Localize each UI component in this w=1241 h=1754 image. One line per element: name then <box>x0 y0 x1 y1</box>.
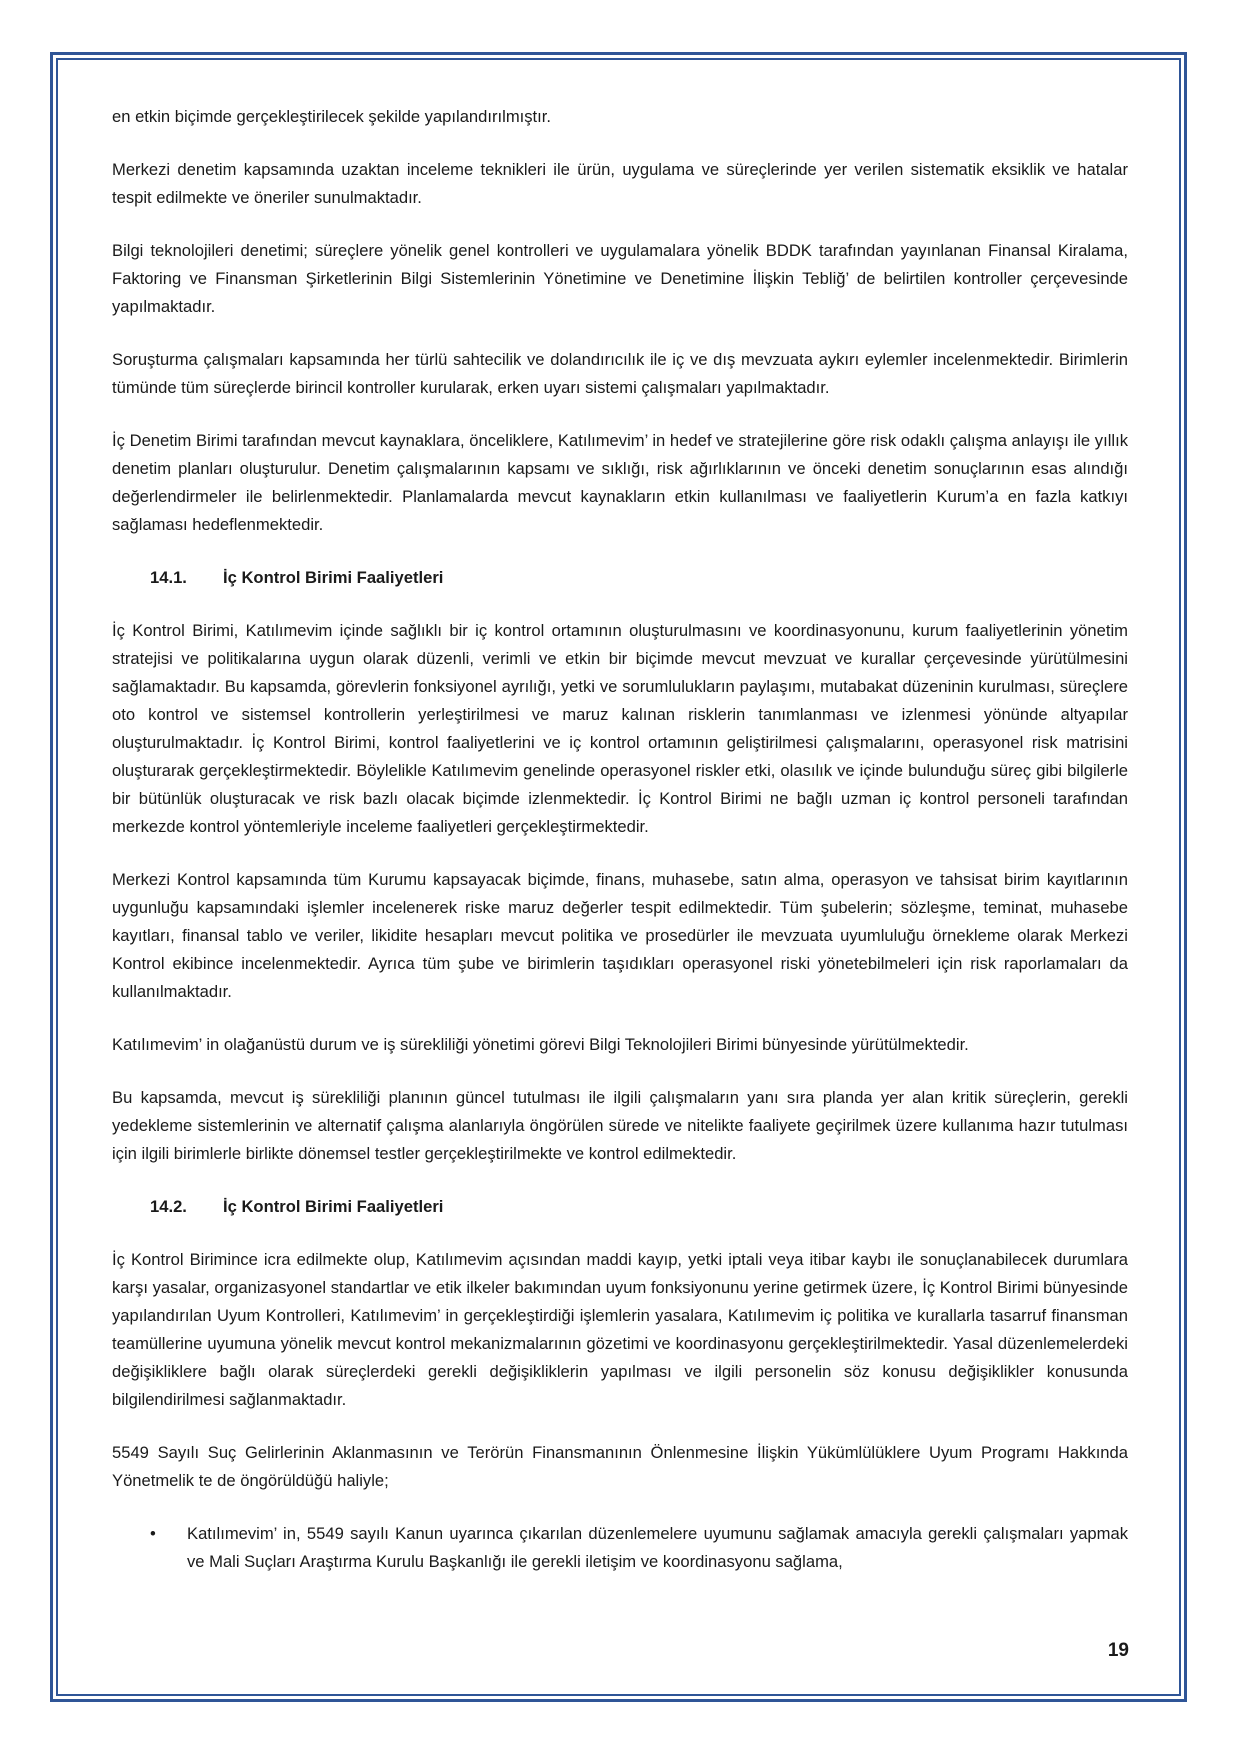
section-heading-14-1 <box>112 564 1128 592</box>
list-item-text: Katılımevim’ in, 5549 sayılı Kanun uyarınca çıkarılan düzenlemelere uyumunu sağlamak amacıyla gerekli çalışmaları yapmak ve Mali Suçları Araştırma Kurulu Başkanlığı ile gerekli iletişim ve koordinasyonu sağlama, <box>187 1524 1128 1571</box>
paragraph: Merkezi Kontrol kapsamında tüm Kurumu kapsayacak biçimde, finans, muhasebe, satın alma, operasyon ve tahsisat birim kayıtlarının uygunluğu kapsamındaki işlemler incelenerek riske maruz değerler tespit edilmektedir. Tüm şubelerin; sözleşme, teminat, muhasebe kayıtları, finansal tablo ve veriler, likidite hesapları mevcut politika ve prosedürler ile mevzuata uyumluluğu örnekleme olarak Merkezi Kontrol ekibince incelenmektedir. Ayrıca tüm şube ve birimlerin taşıdıkları operasyonel riski yönetebilmeleri için risk raporlamaları da kullanılmaktadır. <box>112 870 1128 1001</box>
document-body <box>112 103 1128 1576</box>
bullet-list <box>112 1520 1128 1576</box>
paragraph: İç Kontrol Birimince icra edilmekte olup, Katılımevim açısından maddi kayıp, yetki iptali veya itibar kaybı ile sonuçlanabilecek durumlara karşı yasalar, organizasyonel standartlar ve etik ilkeler bakımından uyum fonksiyonunu yerine getirmek üzere, İç Kontrol Birimi bünyesinde yapılandırılan Uyum Kontrolleri, Katılımevim’ in gerçekleştirdiği işlemlerin yasalara, Katılımevim iç politika ve kurallarla tasarruf finansman teamüllerine uyumuna yönelik mevcut kontrol mekanizmalarının gözetimi ve koordinasyonu gerçekleştirilmektedir. Yasal düzenlemelerdeki değişikliklere bağlı olarak süreçlerdeki gerekli değişikliklerin yapılması ve ilgili personelin söz konusu değişiklikler konusunda bilgilendirilmesi sağlanmaktadır. <box>112 1250 1128 1409</box>
list-item <box>112 1520 1128 1576</box>
paragraph: Bu kapsamda, mevcut iş sürekliliği planının güncel tutulması ile ilgili çalışmaların yanı sıra planda yer alan kritik süreçlerin, gerekli yedekleme sistemlerinin ve alternatif çalışma alanlarıyla öngörülen sürede ve nitelikte faaliyete geçirilmek üzere kullanıma hazır tutulması için ilgili birimlerle birlikte dönemsel testler gerçekleştirilmekte ve kontrol edilmektedir. <box>112 1088 1128 1163</box>
bullet-icon: • <box>150 1524 156 1543</box>
section-title: İç Kontrol Birimi Faaliyetleri <box>223 1197 444 1216</box>
paragraph: Soruşturma çalışmaları kapsamında her türlü sahtecilik ve dolandırıcılık ile iç ve dış mevzuata aykırı eylemler incelenmektedir. Birimlerin tümünde tüm süreçlerde birincil kontroller kurularak, erken uyarı sistemi çalışmaları yapılmaktadır. <box>112 350 1128 397</box>
section-number: 14.1. <box>150 568 187 587</box>
page-number: 19 <box>1107 1640 1129 1661</box>
paragraph: en etkin biçimde gerçekleştirilecek şekilde yapılandırılmıştır. <box>112 107 551 126</box>
section-heading-14-2 <box>112 1193 1128 1221</box>
paragraph: İç Denetim Birimi tarafından mevcut kaynaklara, önceliklere, Katılımevim’ in hedef ve stratejilerine göre risk odaklı çalışma anlayışı ile yıllık denetim planları oluşturulur. Denetim çalışmalarının kapsamı ve sıklığı, risk ağırlıklarının ve önceki denetim sonuçlarının esas alındığı değerlendirmeler ile belirlenmektedir. Planlamalarda mevcut kaynakların etkin kullanılması ve faaliyetlerin Kurum’a en fazla katkıyı sağlaması hedeflenmektedir. <box>112 431 1128 534</box>
paragraph: İç Kontrol Birimi, Katılımevim içinde sağlıklı bir iç kontrol ortamının oluşturulmasını ve koordinasyonunu, kurum faaliyetlerinin yönetim stratejisi ve politikalarına uygun olarak düzenli, verimli ve etkin bir biçimde mevcut mevzuat ve kurallar çerçevesinde yürütülmesini sağlamaktadır. Bu kapsamda, görevlerin fonksiyonel ayrılığı, yetki ve sorumlulukların paylaşımı, mutabakat düzeninin kurulması, süreçlere oto kontrol ve sistemsel kontrollerin yerleştirilmesi ve maruz kalınan risklerin tanımlanması ve izlenmesi yönünde altyapılar oluşturulmaktadır. İç Kontrol Birimi, kontrol faaliyetlerini ve iç kontrol ortamının geliştirilmesi çalışmalarını, operasyonel risk matrisini oluşturarak gerçekleştirmektedir. Böylelikle Katılımevim genelinde operasyonel riskler etki, olasılık ve içinde bulunduğu süreç gibi bilgilerle bir bütünlük oluşturacak ve risk bazlı olacak biçimde izlenmektedir. İç Kontrol Birimi ne bağlı uzman iç kontrol personeli tarafından merkezde kontrol yöntemleriyle inceleme faaliyetleri gerçekleştirmektedir. <box>112 621 1128 836</box>
paragraph: Katılımevim’ in olağanüstü durum ve iş sürekliliği yönetimi görevi Bilgi Teknolojileri Birimi bünyesinde yürütülmektedir. <box>112 1035 969 1054</box>
paragraph: 5549 Sayılı Suç Gelirlerinin Aklanmasının ve Terörün Finansmanının Önlenmesine İlişkin Yükümlülüklere Uyum Programı Hakkında Yönetmelik te de öngörüldüğü haliyle; <box>112 1443 1128 1490</box>
paragraph: Bilgi teknolojileri denetimi; süreçlere yönelik genel kontrolleri ve uygulamalara yönelik BDDK tarafından yayınlanan Finansal Kiralama, Faktoring ve Finansman Şirketlerinin Bilgi Sistemlerinin Yönetimine ve Denetimine İlişkin Tebliğ’ de belirtilen kontroller çerçevesinde yapılmaktadır. <box>112 241 1128 316</box>
paragraph: Merkezi denetim kapsamında uzaktan inceleme teknikleri ile ürün, uygulama ve süreçlerinde yer verilen sistematik eksiklik ve hatalar tespit edilmekte ve öneriler sunulmaktadır. <box>112 160 1128 207</box>
section-title: İç Kontrol Birimi Faaliyetleri <box>223 568 444 587</box>
section-number: 14.2. <box>150 1197 187 1216</box>
